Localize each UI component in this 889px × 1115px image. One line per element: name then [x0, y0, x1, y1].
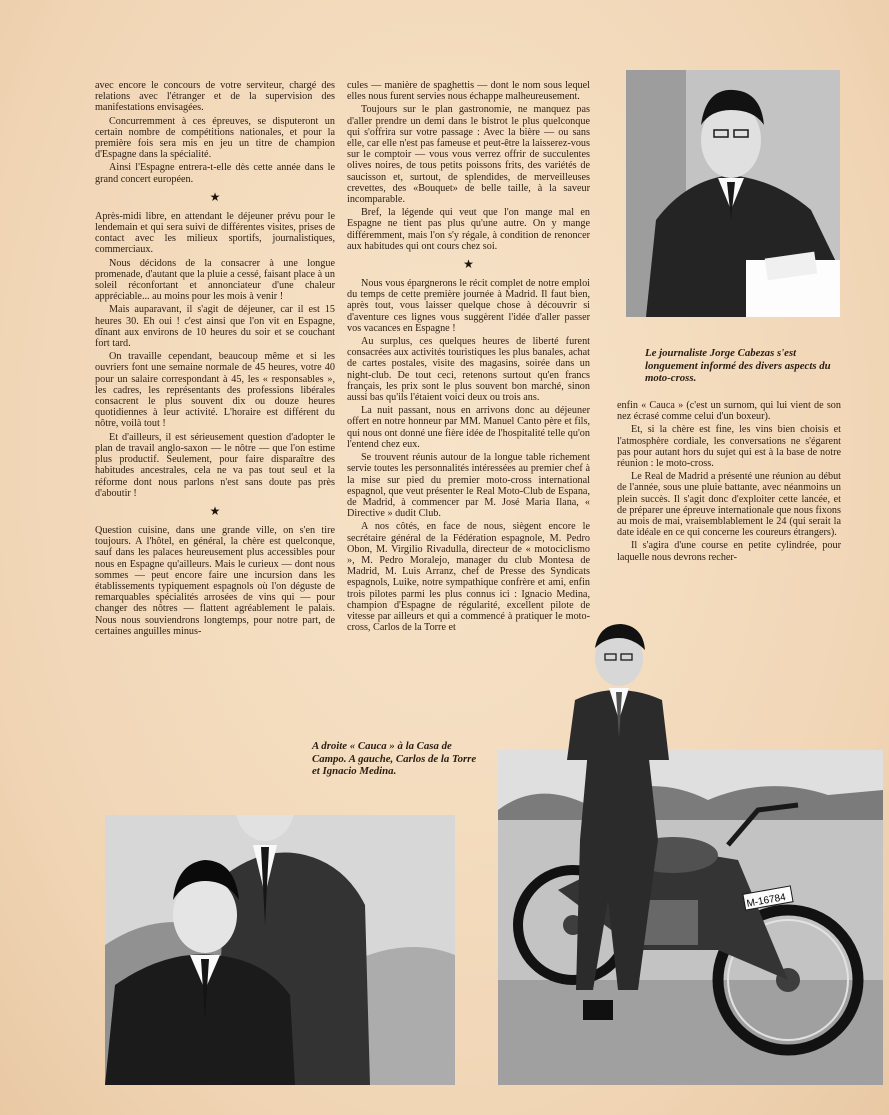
paragraph: Mais auparavant, il s'agit de déjeuner, car il est 15 heures 30. Eh oui ! c'est ainsi que l'on vit en Espagne, dînant aux environs de 10 heures du soir et se couchant fort tard.	[95, 304, 335, 350]
article-column-3	[617, 400, 841, 565]
section-star-separator: ★	[463, 257, 474, 272]
paragraph: Bref, la légende qui veut que l'on mange mal en Espagne ne tient pas plus qu'une autre. On y mange différemment, mais l'on s'y régale, à condition de renoncer aux habitudes qui ont cours chez soi.	[347, 207, 590, 252]
paragraph: On travaille cependant, beaucoup même et si les ouvriers font une semaine normale de 45 heures, votre 40 pour un salaire correspondant à 45, les « responsables », les cadres, les représentants des professions libérales consacrent le plus souvent dix ou douze heures quotidiennes à leur activité. L'horaire est différent du nôtre, voilà tout !	[95, 351, 335, 430]
section-star-separator: ★	[209, 503, 221, 518]
standing-rider-illustration	[557, 620, 677, 760]
paragraph: enfin « Cauca » (c'est un surnom, qui lui vient de son nez écrasé comme celui d'un boxeur).	[617, 400, 841, 423]
photo-cauca-motorcycle	[498, 750, 883, 1085]
paragraph: Et d'ailleurs, il est sérieusement question d'adopter le plan de travail anglo-saxon — le nôtre — que l'on estime plus productif. Seulement, pour faire disparaître des habitudes ancestrales, cela ne va pas tout seul et la réforme dont nous parlons n'est sans doute pas près d'aboutir !	[95, 431, 335, 499]
paragraph: Le Real de Madrid a présenté une réunion au début de l'année, sous une pluie battante, avec néanmoins un plein succès. Il s'agit donc d'exploiter cette lancée, et de préparer une épreuve internationale que nous fixons au mois de mai, vraisemblablement le 24 (qui serait la date idéale en ce qui concerne les coureurs étrangers).	[617, 471, 841, 539]
photo-standing-rider-upper	[557, 620, 677, 760]
section-star-separator: ★	[209, 189, 221, 204]
license-plate-text: M-16784	[745, 892, 787, 910]
paragraph: Il s'agira d'une course en petite cylindrée, pour laquelle nous devrons recher-	[617, 540, 841, 563]
paragraph: cules — manière de spaghettis — dont le nom sous lequel elles nous furent servies nous échappe malheureusement.	[347, 80, 590, 103]
article-column-2	[347, 80, 590, 635]
paragraph: Nous vous épargnerons le récit complet de notre emploi du temps de cette première journée à Madrid. Il faut bien, après tout, vous laisser quelque chose à découvrir si d'aventure ces lignes vous suggèrent l'idée d'aller passer vos vacances en Espagne !	[347, 278, 590, 334]
paragraph: A nos côtés, en face de nous, siègent encore le secrétaire général de la Fédération espagnole, M. Pedro Obon, M. Virgilio Rivadulla, directeur de « motociclismo », M. Pedro Moralejo, manager du club Montesa de Madrid, M. Luis Arranz, chef de Presse des Syndicats espagnols, Luike, notre sympathique confrère et ami, enfin trois pilotes parmi les plus connus ici : Ignacio Medina, champion d'Espagne de régularité, excellent pilote de vitesse par ailleurs et qui a commencé à pratiquer le moto-cross, Carlos de la Torre et	[347, 521, 590, 634]
paragraph: Question cuisine, dans une grande ville, on s'en tire toujours. A l'hôtel, en général, la chère est quelconque, sauf dans les palaces heureusement plus accessibles pour nous en Espagne qu'ailleurs. Mais le curieux — dont nous sommes — peut encore faire une incursion dans les établissements typiquement espagnols où l'on déguste de remarquables spécialités arrosées de vins qui — pour changer des nôtres — flattent agréablement le palais. Nous nous souviendrons longtemps, pour notre part, de certaines anguilles minus-	[95, 524, 335, 637]
paragraph: Se trouvent réunis autour de la longue table richement servie toutes les personnalités intéressées au premier chef à la mise sur pied du premier moto-cross international espagnol, que veut présenter le Real Moto-Club de Espana, de Madrid, à commencer par M. José Maria Ilana, « Directive » dudit Club.	[347, 452, 590, 520]
paragraph: La nuit passant, nous en arrivons donc au déjeuner offert en notre honneur par MM. Manuel Canto père et fils, qui nous ont donné une fière idée de l'hospitalité telle qu'on l'entend chez eux.	[347, 405, 590, 450]
photo-caption-cauca: A droite « Cauca » à la Casa de Campo. A gauche, Carlos de la Torre et Ignacio Medina.	[312, 740, 477, 777]
paragraph: Après-midi libre, en attendant le déjeuner prévu pour le lendemain et qui sera suivi de différentes visites, prises de contact avec les milieux sportifs, journalistiques, commerciaux.	[95, 210, 335, 256]
two-riders-illustration	[105, 815, 455, 1085]
photo-caption-journalist: Le journaliste Jorge Cabezas s'est longuement informé des divers aspects du moto-cross.	[645, 347, 831, 384]
paragraph: avec encore le concours de votre serviteur, chargé des relations avec l'étranger et de la supervision des manifestations envisagées.	[95, 80, 335, 114]
motorcycle-illustration	[498, 750, 883, 1085]
journalist-portrait-illustration	[626, 70, 840, 317]
paragraph: Nous décidons de la consacrer à une longue promenade, d'autant que la pluie a cessé, faisant place à un soleil réconfortant et annonciateur d'une chaleur appréciable... au moins pour les mois à venir !	[95, 257, 335, 303]
paragraph: Et, si la chère est fine, les vins bien choisis et l'atmosphère cordiale, les conversations ne s'égarent pas pour autant hors du sujet qui est à la base de notre réunion : le moto-cross.	[617, 424, 841, 470]
paragraph: Toujours sur le plan gastronomie, ne manquez pas d'aller prendre un demi dans le bistrot le plus quelconque qui s'offrira sur votre passage : Avec la bière — ou sans elle, car elle n'est pas fameuse et peut-être la laisserez-vous sur le comptoir — vous vous verrez offrir de succulentes olives noires, de tous petits poissons frits, des variétés de saucisson et, surtout, de splendides, de merveilleuses crevettes, des «Bouquet» de belle taille, à la saveur incomparable.	[347, 104, 590, 206]
paragraph: Concurremment à ces épreuves, se disputeront un certain nombre de compétitions nationales, et pour la première fois sera mis en jeu un titre de champion d'Espagne dans la spécialité.	[95, 115, 335, 161]
photo-carlos-de-la-torre-ignacio-medina	[105, 815, 455, 1085]
article-column-1	[95, 80, 335, 639]
paragraph: Ainsi l'Espagne entrera-t-elle dès cette année dans le grand concert européen.	[95, 162, 335, 185]
photo-journalist-jorge-cabezas	[626, 70, 840, 317]
paragraph: Au surplus, ces quelques heures de liberté furent consacrées aux activités touristiques les plus banales, achat de cartes postales, visite des magasins, soirée dans un night-club. De tout ceci, retenons surtout qu'en francs français, les prix sont le plus souvent bon marché, sinon aussi bas qu'ils l'étaient voici deux ou trois ans.	[347, 336, 590, 404]
